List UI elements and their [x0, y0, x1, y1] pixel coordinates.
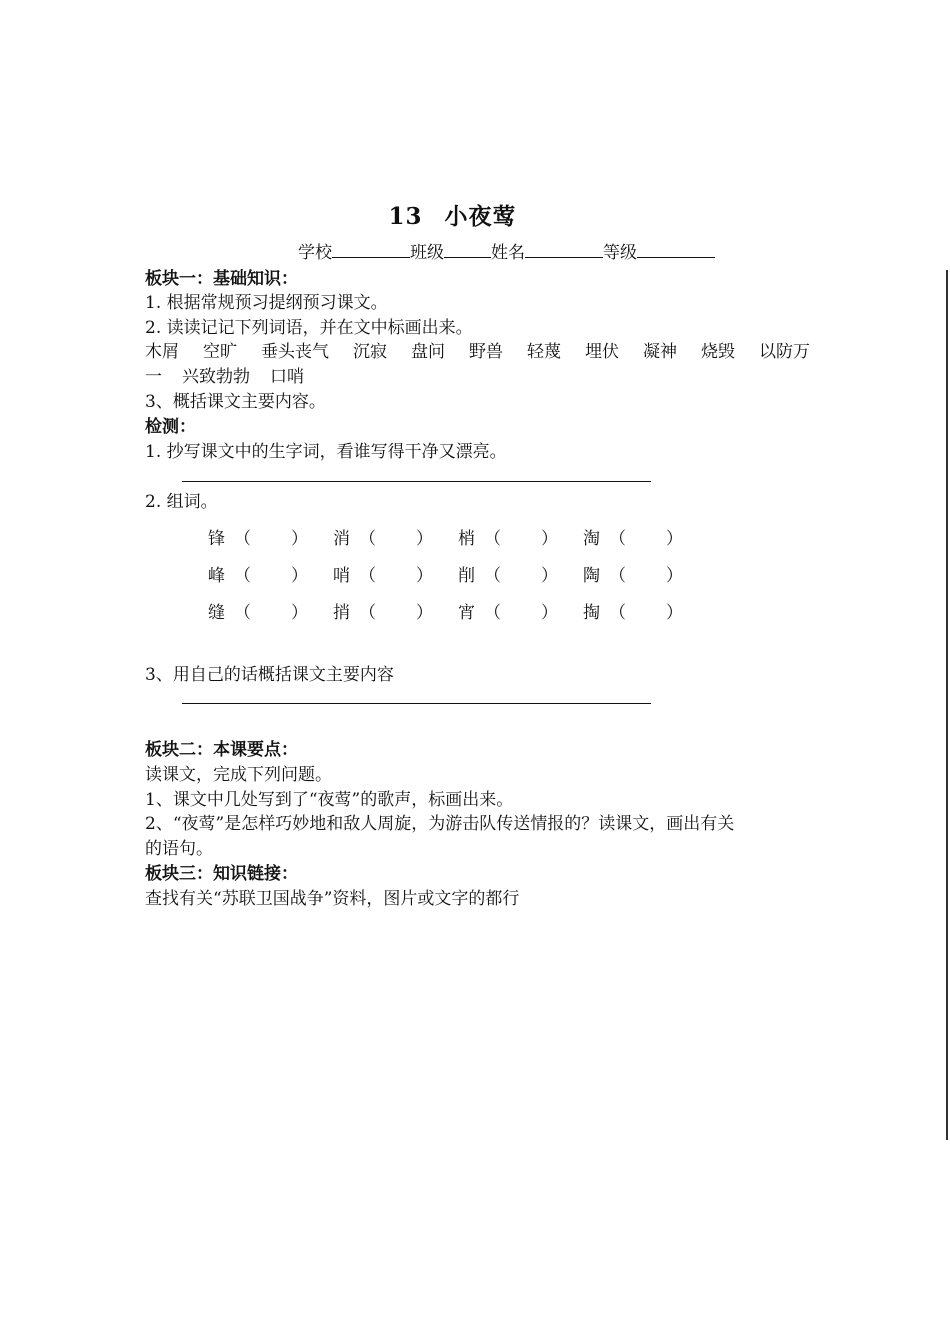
- vocab-word: 木屑: [145, 342, 179, 362]
- vocab-word: 以防万: [759, 342, 810, 362]
- word-group-cell[interactable]: 梢 （ ）: [458, 529, 558, 549]
- section3-text: 查找有关“苏联卫国战争”资料，图片或文字的都行: [145, 889, 520, 909]
- answer-line-2[interactable]: [182, 703, 651, 704]
- section2-question-2-cont: 的语句。: [145, 839, 213, 859]
- test-question-3: 3、用自己的话概括课文主要内容: [145, 665, 394, 685]
- vocab-word: 凝神: [643, 342, 677, 362]
- word-group-cell[interactable]: 削 （ ）: [458, 566, 558, 586]
- vocab-word: 野兽: [469, 342, 503, 362]
- test-question-1: 1. 抄写课文中的生字词，看谁写得干净又漂亮。: [145, 442, 507, 462]
- name-label: 姓名: [491, 243, 525, 263]
- word-group-cell[interactable]: 捎 （ ）: [333, 603, 433, 623]
- section1-item-3: 3、概括课文主要内容。: [145, 392, 326, 412]
- word-group-cell[interactable]: 淘 （ ）: [583, 529, 683, 549]
- section1-item-1: 1. 根据常规预习提纲预习课文。: [145, 293, 388, 313]
- vocab-line-2: [145, 362, 304, 387]
- vocab-word: 烧毁: [701, 342, 735, 362]
- vocab-word: 盘问: [411, 342, 445, 362]
- vocab-word: 垂头丧气: [261, 342, 329, 362]
- student-info-row: [298, 238, 715, 263]
- vocab-word: 兴致勃勃: [182, 367, 250, 387]
- name-blank[interactable]: [525, 241, 603, 258]
- section1-item-2: 2. 读读记记下列词语，并在文中标画出来。: [145, 318, 473, 338]
- grade-label: 等级: [603, 243, 637, 263]
- vocab-line-1: [145, 337, 810, 362]
- grade-blank[interactable]: [637, 241, 715, 258]
- section3-heading: 板块三：知识链接：: [145, 864, 298, 884]
- word-group-cell[interactable]: 消 （ ）: [333, 529, 433, 549]
- section1-heading: 板块一：基础知识：: [145, 269, 298, 289]
- word-group-cell[interactable]: 宵 （ ）: [458, 603, 558, 623]
- word-group-cell[interactable]: 掏 （ ）: [583, 603, 683, 623]
- word-group-cell[interactable]: 陶 （ ）: [583, 566, 683, 586]
- test-heading: 检测：: [145, 417, 196, 437]
- vocab-word: 口哨: [270, 367, 304, 387]
- class-label: 班级: [410, 243, 444, 263]
- lesson-title: 小夜莺: [444, 203, 517, 230]
- section2-intro: 读课文，完成下列问题。: [145, 765, 332, 785]
- answer-line-1[interactable]: [182, 481, 651, 482]
- class-blank[interactable]: [444, 241, 491, 258]
- test-question-2: 2. 组词。: [145, 492, 218, 512]
- page-title: [0, 198, 905, 231]
- word-group-cell[interactable]: 缝 （ ）: [208, 603, 308, 623]
- school-blank[interactable]: [332, 241, 410, 258]
- vocab-word: 轻蔑: [527, 342, 561, 362]
- word-group-cell[interactable]: 锋 （ ）: [208, 529, 308, 549]
- vocab-word: 沉寂: [353, 342, 387, 362]
- vocab-word: 埋伏: [585, 342, 619, 362]
- page-edge-divider: [946, 270, 948, 1140]
- word-group-cell[interactable]: 峰 （ ）: [208, 566, 308, 586]
- vocab-word: 一: [145, 367, 162, 387]
- vocab-word: 空旷: [203, 342, 237, 362]
- section2-question-2: 2、“夜莺”是怎样巧妙地和敌人周旋，为游击队传送情报的？读课文，画出有关: [145, 814, 735, 834]
- word-group-cell[interactable]: 哨 （ ）: [333, 566, 433, 586]
- section2-heading: 板块二：本课要点：: [145, 740, 298, 760]
- section2-question-1: 1、课文中几处写到了“夜莺”的歌声，标画出来。: [145, 790, 514, 810]
- lesson-number: 13: [388, 203, 423, 230]
- school-label: 学校: [298, 243, 332, 263]
